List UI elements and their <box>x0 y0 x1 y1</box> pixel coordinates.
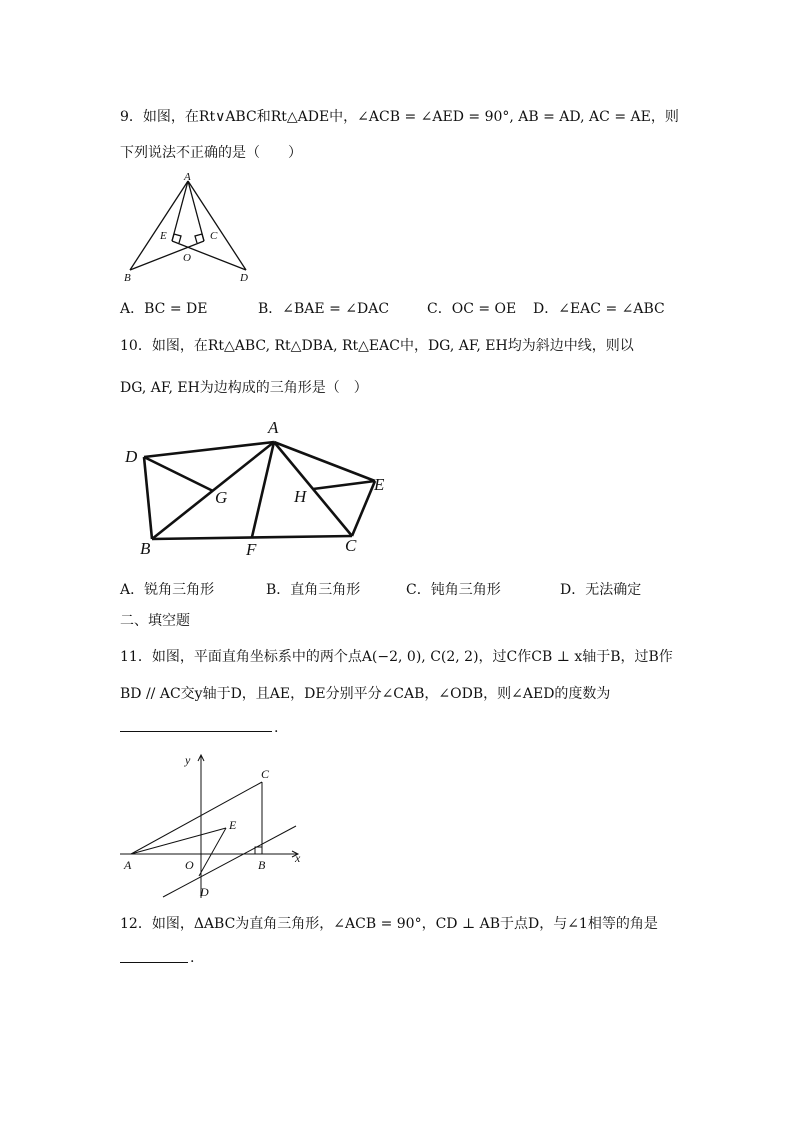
q11-stem-line2: BD // AC交y轴于D，且AE，DE分别平分∠CAB，∠ODB，则∠AED的度数为 <box>120 686 611 702</box>
q10-label-B: B <box>140 539 151 558</box>
q10-option-c: C．钝角三角形 <box>406 582 501 598</box>
q9-label-D: D <box>240 272 248 284</box>
q11-label-E: E <box>229 818 237 832</box>
q10-option-d: D．无法确定 <box>560 582 642 598</box>
q9-stem-line1: 9．如图，在Rt∨ABC和Rt△ADE中，∠ACB = ∠AED = 90°, AB = AD, AC = AE，则 <box>120 109 679 125</box>
q9-label-A: A <box>184 171 191 183</box>
q10-label-E: E <box>374 475 385 494</box>
q9-line-AE <box>172 181 188 241</box>
q10-stem-line1: 10．如图，在Rt△ABC, Rt△DBA, Rt△EAC中，DG, AF, EH均为斜边中线，则以 <box>120 338 634 354</box>
q12-answer-blank <box>120 962 188 963</box>
q9-label-O: O <box>183 252 191 264</box>
q9-label-C: C <box>210 230 218 242</box>
q10-line-DG <box>144 457 213 491</box>
q9-label-B: B <box>124 272 131 284</box>
q10-label-A: A <box>268 418 279 437</box>
q11-label-C: C <box>261 767 270 781</box>
q11-label-x: x <box>295 851 301 865</box>
q9-option-a: A．BC = DE <box>120 301 208 317</box>
q11-label-y: y <box>185 753 191 767</box>
q11-right-angle-B <box>255 847 262 854</box>
q10-line-EC <box>352 481 375 536</box>
q10-option-b: B．直角三角形 <box>266 582 361 598</box>
q10-label-G: G <box>215 488 228 507</box>
q11-stem-line1: 11．如图，平面直角坐标系中的两个点A(−2, 0), C(2, 2)，过C作CB ⊥ x轴于B，过B作 <box>120 649 673 665</box>
q9-option-c: C．OC = OE <box>427 301 517 317</box>
q11-figure <box>118 750 318 900</box>
q10-line-DB <box>144 457 152 539</box>
q10-figure <box>120 415 400 565</box>
q9-option-b: B．∠BAE = ∠DAC <box>258 301 390 317</box>
q11-line-AC <box>131 782 262 854</box>
q9-option-d: D．∠EAC = ∠ABC <box>533 301 665 317</box>
q9-line-AD <box>188 181 246 270</box>
q10-label-H: H <box>294 487 307 506</box>
q9-figure <box>120 171 260 285</box>
q11-answer-blank <box>120 731 272 732</box>
q9-line-AB <box>130 181 188 270</box>
q11-label-A: A <box>124 858 132 872</box>
q9-line-AC <box>188 181 204 241</box>
q10-label-F: F <box>246 540 257 559</box>
q12-stem-line1: 12．如图，ΔABC为直角三角形，∠ACB = 90°，CD ⊥ AB于点D，与∠1相等的角是 <box>120 916 658 932</box>
q11-label-B: B <box>258 858 266 872</box>
q11-line-AE <box>131 828 226 854</box>
q10-stem-line2: DG, AF, EH为边构成的三角形是（ ） <box>120 380 368 396</box>
q10-label-D: D <box>125 447 138 466</box>
q11-label-D: D <box>200 885 209 899</box>
q9-label-E: E <box>160 230 167 242</box>
q9-stem-line2: 下列说法不正确的是（ ） <box>120 145 302 161</box>
q11-label-O: O <box>185 858 194 872</box>
q11-line-BD <box>163 826 296 897</box>
q10-option-a: A．锐角三角形 <box>120 582 215 598</box>
q12-blank-end: . <box>190 950 195 966</box>
q11-line-DE <box>199 828 226 876</box>
section-title-fill-in: 二、填空题 <box>120 613 190 629</box>
q9-line-BC <box>130 241 204 270</box>
q11-blank-end: . <box>274 720 279 736</box>
q10-line-DA <box>144 442 274 457</box>
q10-label-C: C <box>345 536 357 555</box>
q10-line-EH <box>313 481 375 489</box>
